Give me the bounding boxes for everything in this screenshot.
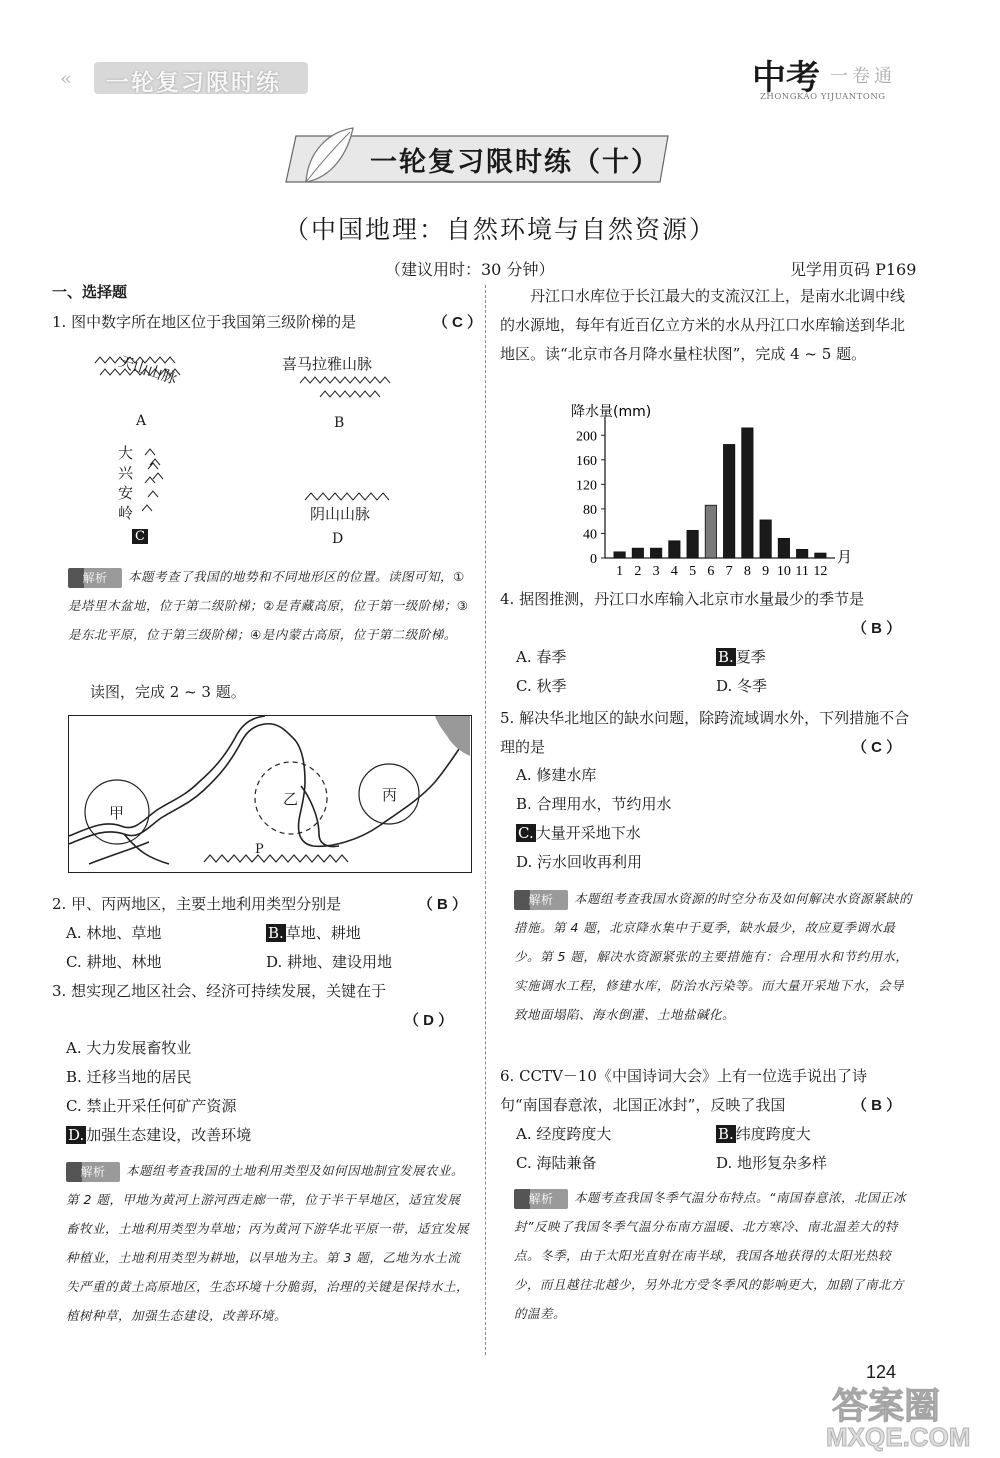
q1-figure [70, 345, 480, 555]
q2-option-a: A. 林地、草地 [66, 924, 162, 942]
bar [669, 541, 680, 558]
x-tick-label: 3 [652, 564, 660, 579]
q2-options-row2 [66, 948, 466, 977]
column-divider [485, 285, 486, 1355]
q2-answer: （ B ） [417, 896, 467, 913]
bar [742, 428, 753, 558]
x-tick-label: 1 [616, 564, 624, 579]
q1-explanation: 解析 本题考查了我国的地势和不同地形区的位置。读图可知，①是塔里木盆地，位于第二级阶梯；②是青藏高原，位于第一级阶梯；③是东北平原，位于第三级阶梯；④是内蒙古高原，位于第二级阶梯。 [68, 569, 469, 642]
q1-label-c-name: 大兴安岭 [118, 444, 134, 522]
precipitation-chart [555, 400, 855, 590]
bar [760, 520, 771, 558]
q3-option-b: B. 迁移当地的居民 [66, 1068, 192, 1086]
time-hint: （建议用时：30 分钟） [385, 260, 555, 279]
bar [614, 552, 625, 558]
bar [687, 530, 698, 558]
q6-explanation: 解析 本题考查我国冬季气温分布特点。“南国春意浓，北国正冰封”反映了我国冬季气温分布南方温暖、北方寒冷、南北温差大的特点。冬季，由于太阳光直射在南半球，我国各地获得的太阳光热较少，而且越往北越少，另外北方受冬季风的影响更大，加剧了南北方的温差。 [514, 1190, 906, 1321]
q3-option-d: D. 加强生态建设，改善环境 [68, 1126, 252, 1144]
q1-stem: 1. 图中数字所在地区位于我国第三级阶梯的是 （ C ） [52, 308, 482, 337]
q3-explanation: 解析 本题组考查我国的土地利用类型及如何因地制宜发展农业。第 2 题，甲地为黄河上游河西走廊一带，位于半干旱地区，适宜发展畜牧业，土地利用类型为草地；丙为黄河下游华北平原一带，适宜发展种植业，土地利用类型为耕地，以旱地为主。第 3 题，乙地为水土流失严重的黄土高原地区，生态环境十分脆弱，治理的关键是保持水土，植树种草，加强生态建设，改善环境。 [66, 1163, 470, 1323]
explain-badge: 解析 [514, 1189, 568, 1209]
q5-stem: 5. 解决华北地区的缺水问题，除跨流域调水外，下列措施不合理的是 [500, 709, 910, 756]
bar [632, 548, 643, 558]
q6-options-row1 [516, 1120, 916, 1149]
x-tick-label: 12 [813, 564, 828, 579]
x-tick-label: 11 [795, 564, 809, 579]
right-intro: 丹江口水库位于长江最大的支流汉江上，是南水北调中线的水源地，每年有近百亿立方米的水从丹江口水库输送到华北地区。读“北京市各月降水量柱状图”，完成 4 ~ 5 题。 [500, 287, 906, 363]
q6-options-row2 [516, 1149, 916, 1178]
y-tick-label: 40 [583, 527, 597, 543]
bar [650, 548, 661, 558]
q4-options-row2 [516, 672, 916, 701]
y-tick-label: 0 [590, 552, 597, 567]
q3-option-c: C. 禁止开采任何矿产资源 [66, 1097, 237, 1115]
q5-option-a: A. 修建水库 [516, 766, 597, 784]
q2-options-row1 [66, 919, 466, 948]
x-tick-label: 7 [725, 564, 733, 579]
q5-option-c: C. 大量开采地下水 [518, 824, 641, 842]
leaf-icon [298, 122, 358, 196]
q4-options-row1 [516, 643, 916, 672]
q5-explanation: 解析 本题组考查我国水资源的时空分布及如何解决水资源紧缺的措施。第 4 题，北京降水集中于夏季，缺水最少，故应夏季调水最少。第 5 题，解决水资源紧张的主要措施有：合理用水和节约用水，实施调水工程，修建水库，防治水污染等。而大量开采地下水，会导致地面塌陷、海水倒灌、土地盐碱化。 [514, 891, 913, 1022]
header-section-tab [60, 60, 310, 96]
q2-option-b: B. 草地、耕地 [268, 924, 361, 942]
q6-stem: 6. CCTV－10《中国诗词大会》上有一位选手说出了诗句“南国春意浓，北国正冰封”，反映了我国 [500, 1067, 867, 1114]
y-tick-label: 120 [576, 478, 597, 494]
arrow-icon: « [60, 66, 73, 90]
q1-label-d-name: 阴山山脉 [310, 505, 371, 523]
page-title: 一轮复习限时练（十） [370, 147, 660, 178]
x-axis-label: 月 [837, 548, 853, 566]
section-tab-label: 一轮复习限时练 [106, 70, 281, 96]
x-tick-label: 8 [743, 564, 751, 579]
x-tick-label: 6 [707, 564, 715, 579]
section-heading: 一、选择题 [52, 283, 128, 301]
brand-logo: 中考 一卷通 ZHONGKAO YIJUANTONG [752, 58, 896, 102]
q6-option-a: A. 经度跨度大 [516, 1125, 612, 1143]
q1-label-c: C [132, 529, 148, 544]
q1-label-b: B [334, 415, 345, 431]
q1-label-b-name: 喜马拉雅山脉 [282, 355, 373, 373]
y-axis-label: 降水量(mm) [571, 404, 652, 420]
watermark: 答案圈 MXQE.COM [826, 1386, 971, 1452]
map-label-bing: 丙 [382, 786, 398, 804]
explain-badge: 解析 [68, 568, 122, 588]
title-banner [278, 130, 678, 188]
bar [796, 549, 807, 558]
y-tick-label: 160 [576, 453, 597, 469]
x-tick-label: 4 [670, 564, 678, 579]
x-tick-label: 5 [689, 564, 697, 579]
q4-stem: 4. 据图推测，丹江口水库输入北京市水量最少的季节是 [500, 590, 865, 608]
q1-label-d: D [332, 531, 344, 547]
q4-answer: （ B ） [852, 620, 902, 637]
page-ref: 见学用页码 P169 [790, 260, 917, 279]
q4-option-c: C. 秋季 [516, 677, 567, 695]
river-map [68, 715, 472, 873]
map-label-yi: 乙 [283, 790, 299, 808]
q4-option-a: A. 春季 [516, 648, 567, 666]
x-tick-label: 2 [634, 564, 642, 579]
page-subtitle: （中国地理：自然环境与自然资源） [283, 215, 716, 244]
q3-answer: （ D ） [404, 1012, 454, 1029]
map-label-p: P [255, 842, 264, 857]
explain-badge: 解析 [514, 890, 568, 910]
page-number: 124 [866, 1362, 897, 1382]
q2-option-d: D. 耕地、建设用地 [266, 953, 393, 971]
q1-label-a-name: 天山山脉 [116, 352, 180, 388]
q5-answer: （ C ） [852, 739, 902, 756]
q6-answer: （ B ） [852, 1097, 902, 1114]
explain-badge: 解析 [66, 1162, 120, 1182]
bar [815, 553, 826, 558]
y-tick-label: 80 [583, 502, 597, 518]
q2-option-c: C. 耕地、林地 [66, 953, 162, 971]
y-tick-label: 200 [576, 429, 597, 445]
q4-option-d: D. 冬季 [716, 677, 768, 695]
q3-stem: 3. 想实现乙地区社会、经济可持续发展，关键在于 [52, 982, 387, 1000]
q4-option-b: B. 夏季 [718, 648, 766, 666]
q5-option-b: B. 合理用水，节约用水 [516, 795, 672, 813]
river-map-drawing [69, 716, 470, 871]
q6-option-d: D. 地形复杂多样 [716, 1154, 828, 1172]
bar [778, 538, 789, 558]
bar [723, 444, 734, 558]
q1-label-a: A [136, 413, 147, 429]
q6-option-b: B. 纬度跨度大 [718, 1125, 811, 1143]
map-intro: 读图，完成 2 ~ 3 题。 [90, 683, 246, 701]
q3-option-a: A. 大力发展畜牧业 [66, 1039, 192, 1057]
q5-option-d: D. 污水回收再利用 [516, 853, 643, 871]
q2-stem: 2. 甲、丙两地区，主要土地利用类型分别是 （ B ） [52, 890, 467, 919]
map-label-jia: 甲 [109, 804, 125, 822]
q6-option-c: C. 海陆兼备 [516, 1154, 597, 1172]
x-tick-label: 9 [762, 564, 770, 579]
x-tick-label: 10 [776, 564, 791, 579]
q1-answer: （ C ） [432, 314, 482, 331]
bar [705, 505, 716, 558]
